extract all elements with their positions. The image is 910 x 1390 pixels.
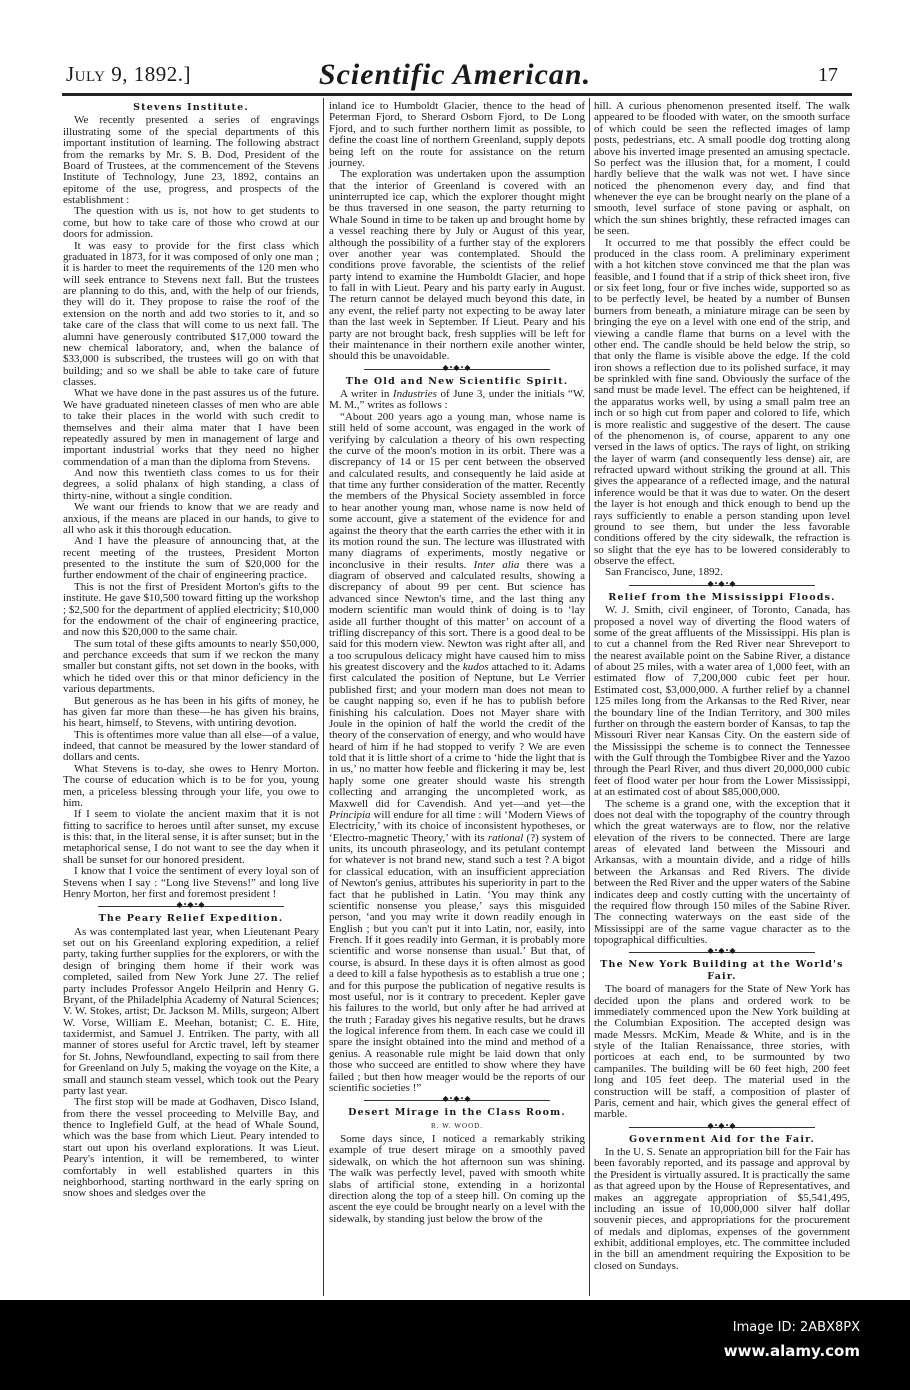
section-divider [63,902,319,911]
article-paragraph: I know that I voice the sentiment of every loyal son of Stevens when I say : “Long live Stevens!” and long live Henry Morton, her first and foremost president ! [63,865,319,900]
column-rule [589,98,590,1296]
text-run: A writer in [340,388,393,400]
article-paragraph: The first stop will be made at Godhaven, Disco Island, from there the vessel proceeding to Melville Bay, and thence to Inglefield Gulf, at the head of Whale Sound, which was the base from which Lieut. Peary intended to start out upon his overland explorations. It was Lieut. Peary's intention, it will be remembered, to winter comfortably in well established quarters in this neighborhood, starting northward in the early spring on snow shoes and sledges over the [63,1096,319,1200]
section-divider [594,948,850,957]
header-rule [62,93,852,96]
article-paragraph: The scheme is a grand one, with the exception that it does not deal with the topography of the country through which the great waterways are to flow, nor the relative elevation of the rivers to be connected. There are large areas of elevated land between the Missouri and Arkansas, with a mountain divide, and a ridge of hills between the Arkansas and Red Rivers. The divide between the Red River and the upper waters of the Sabine indicates deep and costly cutting with the uncertainty of the required flow through 150 miles of the Sabine River. The connecting waterways on the east side of the Mississippi are of the same vague character as to the topographical difficulties. [594,797,850,946]
watermark-image-id: Image ID: 2ABX8PX [732,1320,860,1335]
article-heading: Desert Mirage in the Class Room. [348,1107,566,1119]
article-paragraph [329,389,585,412]
article-paragraph [329,412,585,1095]
page-number: 17 [818,64,838,86]
article-paragraph: The exploration was undertaken upon the assumption that the interior of Greenland is covered with an uninterrupted ice cap, which the explorer thought might be thus traversed in one season, the party returning to Whale Sound in time to be taken up and brought home by a vessel reaching there by July or August of this year, although the possibility of a further stay of the explorers over another year was contemplated. Should the conditions prove favorable, the scientists of the relief party intend to examine the Humboldt Glacier, and hope to fall in with Lieut. Peary and his party early in August. The return cannot be delayed much beyond this date, in any event, the relief party not expecting to be away later than the last week in September. If Lieut. Peary and his party are not brought back, fresh supplies will be left for their maintenance in their northern exile another winter, should this be unavoidable. [329,168,585,363]
italic-text: rational [487,831,524,844]
article-paragraph: W. J. Smith, civil engineer, of Toronto, Canada, has proposed a novel way of diverting the flood waters of some of the great affluents of the Mississippi. His plan is to cut a channel from the Red River near Shreveport to the nearest available point on the Sabine River, a distance of about 25 miles, with a water area of 1,000 feet, with an estimated flow of 7,200,000 cubic feet per hour. Estimated cost, $3,000,000. A further relief by a channel 125 miles long from the Arkansas to the Red River, near the boundary line of the Indian Territory, and 300 miles further on through the eastern border of Kansas, to tap the Missouri River near Kansas City. On the eastern side of the Mississippi the scheme is to connect the Tennessee with the Gulf through the Tombigbee River and the Yazoo through the Pearl River, and thus divert 20,000,000 cubic feet of flood water per hour from the Lower Mississippi, at an estimated cost of about $85,000,000. [594,604,850,799]
watermark-site: www.alamy.com [723,1342,860,1360]
article-paragraph: And I have the pleasure of announcing that, at the recent meeting of the trustees, President Morton presented to the institute the sum of $20,000 for the further endowment of the chair of engineering practice. [63,535,319,582]
article-paragraph: It was easy to provide for the first class which graduated in 1873, for it was composed of only one man ; it is harder to meet the requirements of the 120 men who will seek entrance to Stevens next fall. But the trustees are planning to do this, and, with the help of our friends, they will do it. They propose to raise the roof of the extension on the north and add two stories to it, and so take care of the class that will come to us next fall. The alumni have generously contributed $17,000 toward the new chemical laboratory, and, when the balance of $33,000 is subscribed, the trustees will go on with that building; and so we shall be able to take care of future classes. [63,239,319,388]
article-paragraph: And now this twentieth class comes to us for their degrees, a solid phalanx of high standing, a class of thirty-nine, without a single condition. [63,467,319,502]
article-paragraph: We recently presented a series of engravings illustrating some of the special departments of this important institution of learning. The following abstract from the remarks by Mr. S. B. Dod, President of the Board of Trustees, at the commencement of the Stevens Institute of Technology, June 23, 1892, contains an epitome of the use, progress, and prospects of the establishment : [63,114,319,206]
article-paragraph: As was contemplated last year, when Lieutenant Peary set out on his Greenland exploring expedition, a relief party, taking further supplies for the explorers, or with the design of bringing them home if their work was completed, sailed from New York June 27. The relief party includes Professor Angelo Heilprin and Henry G. Bryant, of the Philadelphia Academy of Natural Sciences; V. W. Stokes, artist; Dr. Jackson M. Mills, surgeon; Albert W. Vorse, William E. Meehan, botanist; C. E. Hite, taxidermist, and Samuel J. Entriken. The party, with all manner of stores useful for Arctic travel, left by steamer for St. Johns, Newfoundland, expecting to sail from there for Greenland on July 5, making the voyage on the Kite, a small and staunch steam vessel, which took out the Peary party last year. [63,925,319,1097]
article-heading: The Peary Relief Expedition. [98,913,284,925]
article-paragraph: The board of managers for the State of New York has decided upon the plans and ordered work to be immediately commenced upon the New York building at the Columbian Exposition. The accepted design was made Messrs. McKim, Meade & White, and is in the style of the Italian Renaissance, three stories, with porticoes at each end, to be surmounted by two campaniles. The building will be 60 feet high, 200 feet long and 105 feet deep. The material used in the construction will be staff, a composition of plaster of Paris, cement and hair, which gives the general effect of marble. [594,983,850,1121]
page-header [0,0,910,100]
article-paragraph: The sum total of these gifts amounts to nearly $50,000, and perchance exceeds that sum if we reckon the many smaller but constant gifts, not set down in the books, with which he tided over this or that minor deficiency in the various departments. [63,637,319,696]
column-1 [63,101,319,1200]
article-paragraph: inland ice to Humboldt Glacier, thence to the head of Peterman Fjord, to Sherard Osborn Fjord, to De Long Fjord, and to such further northern limit as possible, to define the coast line of northern Greenland, supply depots being left on the route for assistance on the return journey. [329,100,585,169]
text-run: (?) system of units, its uncouth phraseology, and its petulant contempt for whatever is not brand new, stand such a test ? A bigot for classical education, with an insufficient appreciation of Newton's genius, attributes his superiority in part to the fact that he published in Latin. ‘You may think any scientific nonsense you please,’ says this misguided person, ‘and you may write it down readily enough in English ; but you can't put it into Latin, nor, easily, into French. If it goes readily into German, it is probably more scientific and worse nonsense than usual.’ But that, of course, is absurd. In these days it is often almost as good a deed to kill a false hypothesis as to establish a true one ; and for this purpose the publication of negative results is most useful, nor is it contrary to precedent. Kepler gave his failures to the world, but only after he had arrived at the truth ; Faraday gives his negative results, but he draws the logical inference from them. In each case we could ill spare the insight obtained into the mind and method of a genius. A reasonable rule might be laid down that only those who succeed are entitled to show where they have failed ; but then how meager would be the reports of our scientific societies !” [329,831,585,1094]
article-paragraph: Some days since, I noticed a remarkably striking example of true desert mirage on a smoothly paved sidewalk, on which the hot afternoon sun was shining. The walk was perfectly level, paved with smooth white slabs of artificial stone, extending in a horizontal direction along the top of a steep hill. On coming up the ascent the eye could be brought nearly on a level with the sidewalk, by standing just below the brow of the [329,1133,585,1225]
article-paragraph: What we have done in the past assures us of the future. We have graduated nineteen classes of men who are able to take their places in the world with such credit to themselves and their alma mater that I have been repeatedly assured by men in management of large and important industrial works that they need no higher commendation of a man than the diploma from Stevens. [63,387,319,468]
article-paragraph: What Stevens is to-day, she owes to Henry Morton. The course of education which is to be for you, young men, a priceless blessing through your life, you owe to him. [63,762,319,809]
italic-text: Inter alia [473,558,520,571]
italic-text: Industries [392,388,437,400]
article-paragraph: In the U. S. Senate an appropriation bill for the Fair has been favorably reported, and its passage and approval by the President is virtually assured. It is practically the same as that agreed upon by the House of Representatives, and makes an aggregate appropriation of $5,541,495, including an issue of 10,000,000 silver half dollar souvenir pieces, and appropriations for the procurement of medals and diplomas, expenses of the government exhibit, additional employes, etc. The committee included in the bill an amendment requiring the Exposition to be closed on Sundays. [594,1146,850,1272]
article-paragraph: It occurred to me that possibly the effect could be produced in the class room. A preliminary experiment with a hot kitchen stove convinced me that the plan was feasible, and I found that if a strip of thick sheet iron, five or six feet long, four or five inches wide, supported so as to be perfectly level, be heated by a number of Bunsen burners from beneath, a miniature mirage can be seen by bringing the eye on a level with one end of the strip, and viewing a candle flame that burns on a level with the other end. The candle should be held below the strip, so that only the flame is visible above the edge. If the cold iron shows a reflection due to its polished surface, it may be sprinkled with fine sand. Obviously the surface of the sand must be made level. The effect can be heightened, if the apparatus works well, by using a small palm tree an inch or so high cut from paper and colored to life, which is more realistic and suggestive of the desert. The cause of the phenomenon is, of course, apparent to any one versed in the laws of optics. The rays of light, on striking the layer of warm (and consequently less dense) air, are refracted upward without striking the ground at all. This gives the appearance of a reflected image, and the natural inference would be that it was due to water. On the desert the layer is hot enough and thick enough to bend up the rays sufficiently to enable a person standing upon level ground to see them, but under the less favorable conditions offered by the city sidewalk, the refraction is so slight that the eye has to be lowered considerably to observe the effect. [594,236,850,567]
text-run: there was a diagram of observed and calculated results, showing a discrepancy of about 99 per cent. But science has advanced since Newton's time, and the last thing any modern scientific man would think of doing is to ‘lay aside all further thought of this matter’ on account of a trifling discrepancy of this sort. There is a good deal to be said for this modern view. Newton was right after all, and a too scrupulous delicacy might have caused him to miss his greatest discovery and the [329,558,585,673]
article-heading: The New York Building at the World's Fair. [600,959,844,982]
article-paragraph: San Francisco, June, 1892. [605,566,723,579]
article-heading: Stevens Institute. [133,102,249,113]
masthead: Scientific American. [318,58,592,91]
article-paragraph: If I seem to violate the ancient maxim that it is not fitting to sacrifice to heroes until after sunset, my excuse is this: that, in the literal sense, it is after sunset; but in the metaphorical sense, I do not want to see the day when it shall be sunset for our honored president. [63,808,319,866]
issue-date: July 9, 1892.] [66,62,191,86]
column-rule [323,98,324,1296]
section-divider [594,1123,850,1132]
column-3 [594,101,850,1272]
article-paragraph: The question with us is, not how to get students to come, but how to take care of those who crowd at our doors for admission. [63,205,319,241]
watermark-bar [0,1300,910,1390]
column-2 [329,101,585,1225]
text-run: of June 3, under the initials “W. M. M.,” writes as follows : [329,388,585,412]
text-run: “About 200 years ago a young man, whose name is still held of some account, was engaged in the work of verifying by calculation a theory of his own respecting the curve of the moon's motion in its orbit. There was a discrepancy of 14 or 15 per cent between the observed and calculated results, and consequently he laid aside at that time any further consideration of the matter. Recently the members of the Physical Society assembled in force to hear another young man, whose name is now held of some account, give a statement of the evidence for and against the theory that the earth carries the ether with it in its motion round the sun. The lecture was illustrated with many diagrams of experiments, mostly negative or inconclusive in their results. [329,410,585,571]
article-paragraph: But generous as he has been in his gifts of money, he has given far more than these—he has given his brains, his heart, himself, to Stevens, with untiring devotion. [63,694,319,730]
article-paragraph: This is not the first of President Morton's gifts to the institute. He gave $10,500 toward fitting up the workshop ; $2,500 for the department of applied electricity; $10,000 for the endowment of the chair of engineering practice, and now this $20,000 to the same chair. [63,580,319,639]
article-byline: R. W. WOOD. [431,1121,483,1130]
italic-text: Principia [329,808,371,821]
italic-text: kudos [462,661,489,673]
article-paragraph: hill. A curious phenomenon presented itself. The walk appeared to be flooded with water, on the smooth surface of which could be seen the reflected images of lamp posts, pedestrians, etc. A small poodle dog trotting along above his inverted image presented an amusing spectacle. So perfect was the illusion that, for a moment, I could hardly believe that the walk was not wet. I have since noticed the phenomenon every day, and find that whenever the eye can be brought nearly on the plane of a smooth, level surface of stone paving or asphalt, on which the sun shines brightly, these refracted images can be seen. [594,100,850,238]
article-heading: Relief from the Mississippi Floods. [608,591,836,603]
article-paragraph: This is oftentimes more value than all else—of a value, indeed, that cannot be measured by the lower standard of dollars and cents. [63,728,319,764]
article-heading: The Old and New Scientific Spirit. [345,375,569,387]
section-divider [594,581,850,590]
article-paragraph: We want our friends to know that we are ready and anxious, if the means are placed in our hands, to give to all who ask it this thorough education. [63,501,319,536]
text-run: attached to it. Adams first calculated the position of Neptune, but Le Verrier published first; and your modern man does not mean to be caught napping so, even if he has to publish before finishing his calculation. Does not Mayer share with Joule in the opinion of half the world the credit of the theory of the conservation of energy, and who would have heard of him if he had stopped to verify ? We are even told that it is little short of a crime to ‘hide the light that is in us,’ no matter how feeble and flickering it may be, lest haply some one greater should waste his strength collecting and arranging the uncompleted work, as Maxwell did for Cavendish. And yet—and yet—the [329,661,585,810]
article-heading: Government Aid for the Fair. [629,1133,815,1145]
section-divider [329,1096,585,1105]
section-divider [329,365,585,374]
text-run: will endure for all time : will ‘Modern Views of Electricity,’ with its choice of inconsistent hypotheses, or ‘Electro-magnetic Theory,’ with its [329,808,585,844]
